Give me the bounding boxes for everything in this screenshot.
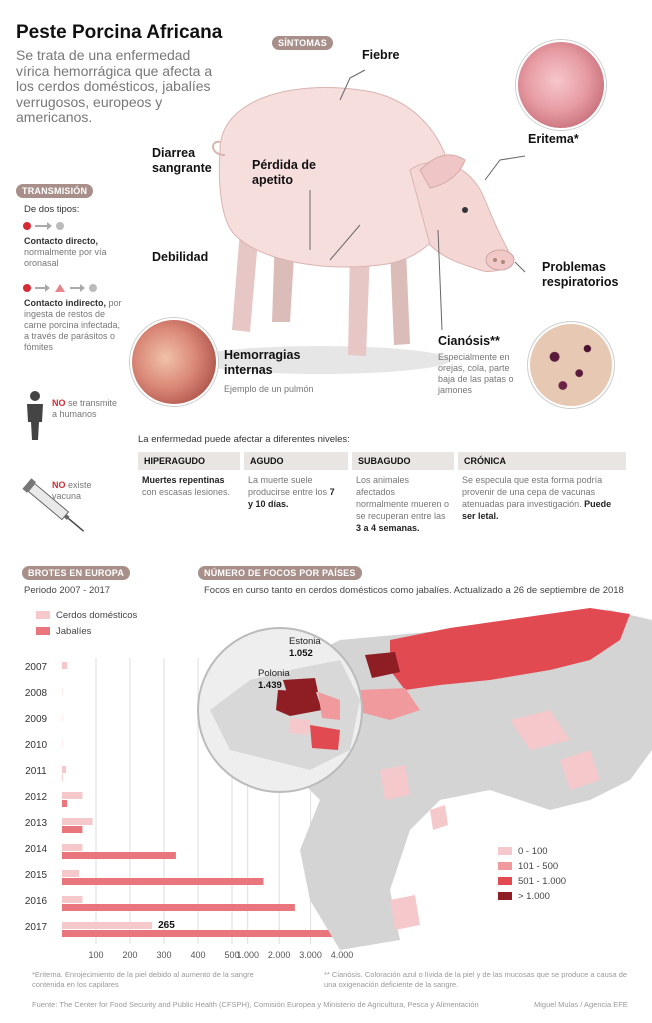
footnote-cyanosis: ** Cianósis. Coloración azul o lívida de la piel y de las mucosas que se produce a causa de una oxigenación deficiente de la sangre.	[324, 970, 628, 989]
symptom-perdida: Pérdida de apetito	[252, 158, 316, 187]
level-agudo-header: AGUDO	[244, 452, 348, 470]
polonia-label: Polonia	[258, 668, 290, 679]
map-legend-swatch-0	[498, 847, 512, 855]
map-legend-label-3: > 1.000	[518, 891, 550, 902]
pig-illustration	[180, 60, 520, 380]
bar-domestic	[62, 896, 82, 903]
europe-map	[190, 600, 652, 960]
level-subagudo-header: SUBAGUDO	[352, 452, 454, 470]
cianosis-note: Especialmente en orejas, cola, parte baja de las patas o jamones	[438, 352, 514, 395]
chart-x-tick: 500	[224, 950, 240, 960]
symptoms-pill: SÍNTOMAS	[272, 36, 333, 50]
transmission-pill: TRANSMISIÓN	[16, 184, 93, 198]
symptom-eritema: Eritema*	[528, 132, 579, 146]
direct-contact-text: Contacto directo, normalmente por vía oronasal	[24, 236, 107, 268]
indirect-contact-icon	[22, 282, 112, 294]
outbreaks-pill: BROTES EN EUROPA	[22, 566, 130, 580]
chart-year-label: 2009	[24, 714, 48, 725]
bar-boar	[62, 800, 67, 807]
chart-year-label: 2015	[24, 870, 48, 881]
chart-year-label: 2017	[24, 922, 48, 933]
chart-x-tick: 100	[88, 950, 104, 960]
chart-x-tick: 2.000	[267, 950, 291, 960]
map-pill: NÚMERO DE FOCOS POR PAÍSES	[198, 566, 362, 580]
vaccine-note: NO existe vacuna	[52, 480, 92, 501]
outbreaks-period: Periodo 2007 - 2017	[24, 585, 111, 596]
footnote-erythema: *Eritema. Enrojecimiento de la piel debido al aumento de la sangre contenida en los capilares	[32, 970, 254, 989]
map-legend-label-2: 501 - 1.000	[518, 876, 567, 887]
chart-year-label: 2016	[24, 896, 48, 907]
indirect-contact-text: Contacto indirecto, por ingesta de restos de carne porcina infectada, a través de parásitos o fómites	[24, 298, 122, 352]
level-cronica-text: Se especula que esta forma podría provenir de una cepa de vacunas atenuadas para investigación. Puede ser letal.	[462, 475, 612, 521]
bar-domestic	[62, 792, 82, 799]
chart-year-label: 2011	[25, 766, 47, 777]
chart-x-tick: 200	[122, 950, 138, 960]
chart-x-tick: 3.000	[299, 950, 322, 960]
footer-source: Fuente: The Center for Food Security and Public Health (CFSPH), Comisión Europea y Ministerio de Agricultura, Pesca y Alimentación	[32, 1000, 479, 1009]
annotation-domestic-2017: 265	[158, 920, 175, 931]
map-legend-label-0: 0 - 100	[518, 846, 548, 857]
levels-intro: La enfermedad puede afectar a diferentes niveles:	[138, 434, 350, 445]
direct-contact-icon	[22, 220, 82, 232]
chart-x-tick: 300	[156, 950, 172, 960]
bar-domestic	[62, 766, 66, 773]
level-subagudo-text: Los animales afectados normalmente mueren o se recuperan entre las 3 a 4 semanas.	[356, 475, 450, 533]
level-hiperagudo-header: HIPERAGUDO	[138, 452, 240, 470]
polonia-value: 1.439	[258, 680, 282, 691]
chart-x-tick: 400	[190, 950, 206, 960]
symptom-problemas: Problemas respiratorios	[542, 260, 619, 289]
legend-boar: Jabalíes	[36, 626, 91, 637]
cyanosis-photo	[528, 322, 614, 408]
legend-boar-swatch	[36, 627, 50, 635]
page-title: Peste Porcina Africana	[16, 22, 223, 43]
symptom-hemorragias: Hemorragias internas	[224, 348, 301, 377]
chart-year-label: 2014	[24, 844, 48, 855]
transmission-types: De dos tipos:	[24, 204, 80, 215]
bar-domestic	[62, 870, 79, 877]
map-legend	[498, 846, 566, 902]
lung-photo	[130, 318, 218, 406]
footer-credit: Miguel Mulas / Agencia EFE	[534, 1000, 628, 1009]
intro-text: Se trata de una enfermedad vírica hemorrágica que afecta a los cerdos domésticos, jabalíes verrugosos, europeos y americanos.	[16, 47, 213, 125]
symptom-fiebre: Fiebre	[362, 48, 400, 62]
chart-year-label: 2008	[24, 688, 48, 699]
legend-domestic-swatch	[36, 611, 50, 619]
level-cronica-header: CRÓNICA	[458, 452, 626, 470]
bar-domestic	[62, 662, 67, 669]
chart-year-label: 2010	[24, 740, 48, 751]
map-legend-swatch-3	[498, 892, 512, 900]
estonia-label: Estonia	[289, 636, 321, 647]
bar-domestic	[62, 922, 152, 929]
pig-leg-front-right	[390, 250, 410, 345]
human-note: NO se transmite a humanos	[52, 398, 118, 419]
symptom-diarrea: Diarrea sangrante	[152, 146, 212, 175]
level-hiperagudo-text: Muertes repentinas con escasas lesiones.	[142, 475, 231, 497]
human-icon	[24, 390, 46, 442]
legend-domestic: Cerdos domésticos	[36, 610, 137, 621]
symptom-debilidad: Debilidad	[152, 250, 209, 264]
chart-year-label: 2007	[24, 662, 48, 673]
hemorragias-note: Ejemplo de un pulmón	[224, 384, 314, 394]
estonia-value: 1.052	[289, 648, 313, 659]
level-agudo-text: La muerte suele producirse entre los 7 y 10 días.	[248, 475, 335, 509]
symptom-cianosis: Cianósis**	[438, 334, 500, 348]
chart-x-tick: 1.000	[236, 950, 259, 960]
map-legend-swatch-1	[498, 862, 512, 870]
map-legend-label-1: 101 - 500	[518, 861, 559, 872]
map-subtitle: Focos en curso tanto en cerdos domésticos como jabalíes. Actualizado a 26 de septiembre de 2018	[204, 585, 624, 596]
chart-x-tick: 4.000	[330, 950, 354, 960]
bar-boar	[62, 826, 82, 833]
chart-year-label: 2013	[24, 818, 48, 829]
bar-domestic	[62, 818, 93, 825]
pig-eye	[462, 207, 468, 213]
chart-year-label: 2012	[24, 792, 48, 803]
map-legend-swatch-2	[498, 877, 512, 885]
erythema-photo	[516, 40, 606, 130]
pig-snout	[486, 250, 514, 270]
bar-domestic	[62, 844, 82, 851]
bar-boar	[62, 852, 176, 859]
